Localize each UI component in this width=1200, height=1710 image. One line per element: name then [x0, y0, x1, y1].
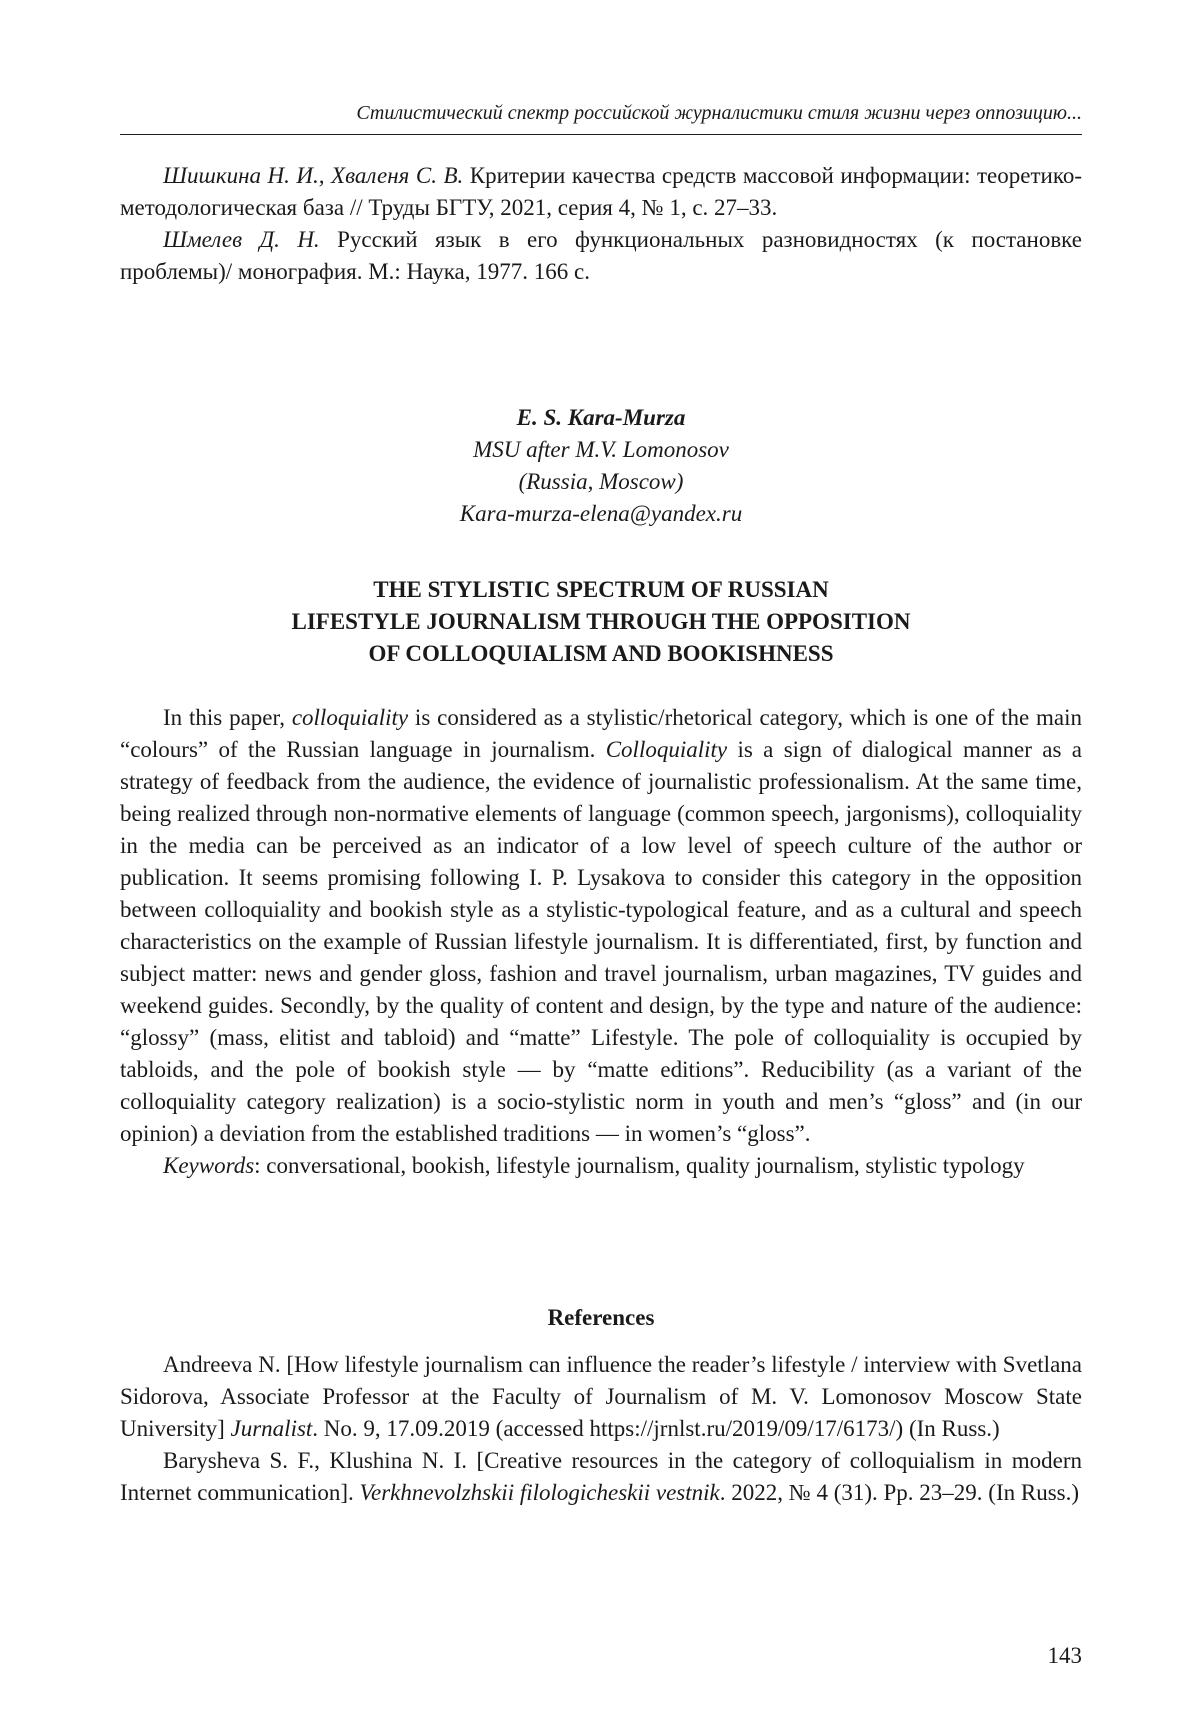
references-heading: References: [547, 1305, 655, 1330]
title-line: OF COLLOQUIALISM AND BOOKISHNESS: [368, 641, 834, 666]
reference-text: . No. 9, 17.09.2019 (accessed https://jrnlst.ru/2019/09/17/6173/) (In Russ.): [312, 1416, 1000, 1441]
reference-entry: [120, 1349, 1082, 1445]
reference-text: Barysheva S. F., Klushina N. I. [Creative resources in the category of colloquialism in modern Internet communication].: [120, 1448, 1082, 1505]
abstract-term: Colloquiality: [605, 737, 728, 762]
reference-entry: [120, 224, 1082, 288]
abstract-text: is considered as a stylistic/rhetorical category, which is one of the main “colours” of the Russian language in journalism.: [120, 705, 1083, 762]
author-block: [120, 402, 1082, 530]
author-email: Kara-murza-elena@yandex.ru: [459, 501, 743, 526]
keywords-label: Keywords: [163, 1153, 255, 1178]
abstract-paragraph: [120, 702, 1082, 1150]
title-line: THE STYLISTIC SPECTRUM OF RUSSIAN: [373, 577, 829, 602]
abstract: [120, 702, 1082, 1182]
article-title: [120, 574, 1082, 670]
reference-text: . 2022, № 4 (31). Pp. 23–29. (In Russ.): [719, 1480, 1080, 1505]
references-list: [120, 1349, 1082, 1509]
reference-authors: Шмелев Д. Н.: [163, 227, 320, 252]
keywords-text: : conversational, bookish, lifestyle journalism, quality journalism, stylistic typology: [254, 1153, 1025, 1178]
reference-entry: [120, 160, 1082, 224]
author-name: E. S. Kara-Murza: [516, 405, 686, 430]
title-line: LIFESTYLE JOURNALISM THROUGH THE OPPOSITION: [291, 609, 911, 634]
abstract-term: colloquiality: [291, 705, 409, 730]
reference-entry: [120, 1445, 1082, 1509]
keywords-paragraph: [120, 1150, 1082, 1182]
previous-references: [120, 160, 1082, 288]
running-head: Стилистический спектр российской журналистики стиля жизни через оппозицию...: [356, 102, 1082, 124]
abstract-text: is a sign of dialogical manner as a strategy of feedback from the audience, the evidence of journalistic professionalism. At the same time, being realized through non-normative elements of language (common speech, jargonisms), colloquiality in the media can be perceived as an indicator of a low level of speech culture of the author or publication. It seems promising following I. P. Lysakova to consider this category in the opposition between colloquiality and bookish style as a stylistic-typological feature, and as a cultural and speech characteristics on the example of Russian lifestyle journalism. It is differentiated, first, by function and subject matter: news and gender gloss, fashion and travel journalism, urban magazines, TV guides and weekend guides. Secondly, by the quality of content and design, by the type and nature of the audience: “glossy” (mass, elitist and tabloid) and “matte” Lifestyle. The pole of colloquiality is occupied by tabloids, and the pole of bookish style — by “matte editions”. Reducibility (as a variant of the colloquiality category realization) is a socio-stylistic norm in youth and men’s “gloss” and (in our opinion) a deviation from the established traditions — in women’s “gloss”.: [120, 737, 1082, 1146]
reference-text: Критерии качества средств массовой информации: теоретико-методологическая база // Труды БГТУ, 2021, серия 4, № 1, с. 27–33.: [120, 163, 1082, 220]
reference-text: Andreeva N. [How lifestyle journalism can influence the reader’s lifestyle / interview with Svetlana Sidorova, Associate Professor at the Faculty of Journalism of M. V. Lomonosov Moscow State University]: [120, 1352, 1082, 1441]
reference-authors: Шишкина Н. И., Хваленя С. В.: [163, 163, 464, 188]
abstract-text: In this paper,: [163, 705, 292, 730]
author-location: (Russia, Moscow): [518, 469, 684, 494]
reference-text: Русский язык в его функциональных разновидностях (к постановке проблемы)/ монография. М.: Наука, 1977. 166 с.: [120, 227, 1082, 284]
page-number: 143: [1047, 1643, 1082, 1668]
reference-source: Verkhnevolzhskii filologicheskii vestnik: [359, 1480, 720, 1505]
header-rule: [120, 134, 1082, 135]
author-affiliation: MSU after M.V. Lomonosov: [473, 437, 729, 462]
reference-source: Jurnalist: [230, 1416, 313, 1441]
